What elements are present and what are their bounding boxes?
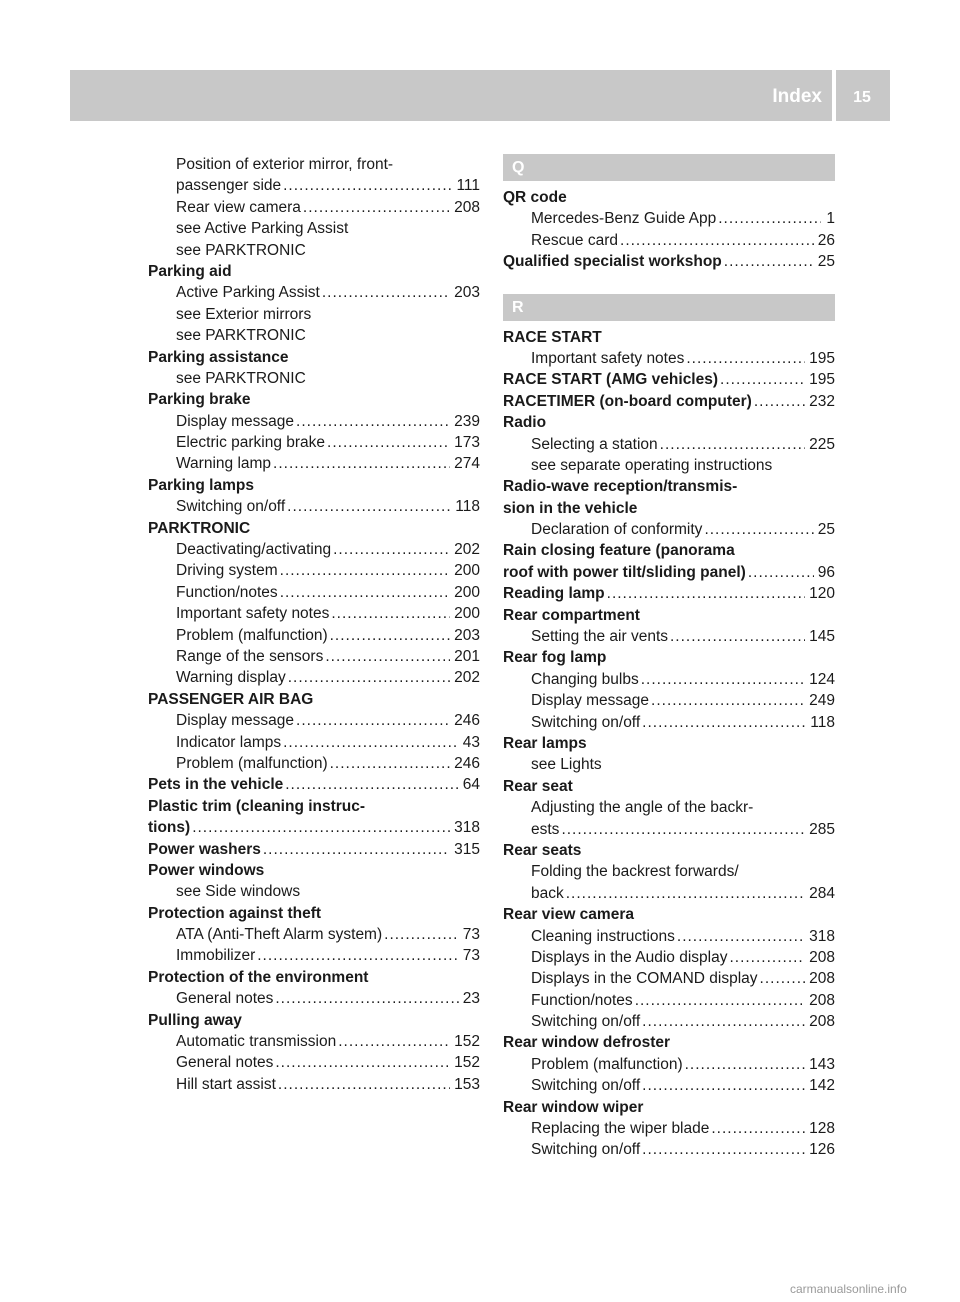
index-entry — [503, 1032, 835, 1053]
dot-leader — [724, 251, 814, 272]
dot-leader — [330, 625, 451, 646]
index-subentry — [148, 753, 480, 774]
index-subentry — [148, 603, 480, 624]
dot-leader — [288, 667, 450, 688]
entry-page: 249 — [809, 692, 835, 710]
index-subentry — [148, 646, 480, 667]
index-entry — [148, 774, 480, 795]
entry-page: 246 — [454, 712, 480, 730]
dot-leader — [280, 560, 450, 581]
index-entry — [503, 583, 835, 604]
entry-text: RACE START — [503, 328, 602, 346]
entry-text: Range of the sensors — [176, 647, 324, 665]
entry-text: Folding the backrest forwards/ — [531, 863, 739, 881]
index-subentry — [503, 348, 835, 369]
dot-leader — [278, 1074, 450, 1095]
entry-page: 232 — [809, 392, 835, 410]
entry-page: 208 — [809, 991, 835, 1009]
entry-text: see Active Parking Assist — [176, 220, 349, 238]
entry-text: Displays in the COMAND display — [531, 970, 758, 988]
entry-text: Rear seat — [503, 777, 573, 795]
index-entry — [503, 476, 835, 497]
dot-leader — [704, 519, 813, 540]
index-subentry — [503, 626, 835, 647]
index-column-left — [148, 154, 480, 1095]
index-subentry — [148, 710, 480, 731]
dot-leader — [642, 1139, 805, 1160]
index-subentry — [503, 947, 835, 968]
index-subentry — [503, 926, 835, 947]
dot-leader — [748, 562, 814, 583]
dot-leader — [561, 819, 805, 840]
dot-leader — [670, 626, 805, 647]
index-entry — [148, 839, 480, 860]
entry-page: 200 — [454, 562, 480, 580]
entry-page: 208 — [454, 198, 480, 216]
entry-page: 208 — [809, 948, 835, 966]
index-subentry — [503, 669, 835, 690]
entry-text: passenger side — [176, 177, 282, 195]
header-divider — [832, 70, 836, 121]
entry-text: see PARKTRONIC — [176, 327, 306, 345]
dot-leader — [273, 453, 450, 474]
dot-leader — [651, 690, 805, 711]
entry-page: 25 — [817, 521, 835, 539]
entry-text: Problem (malfunction) — [531, 1055, 683, 1073]
entry-page: 1 — [826, 210, 835, 228]
entry-page: 285 — [809, 820, 835, 838]
entry-text: Protection of the environment — [148, 968, 369, 986]
entry-page: 202 — [454, 669, 480, 687]
section-title: Index — [772, 86, 822, 107]
entry-page: 239 — [454, 412, 480, 430]
index-subentry — [148, 560, 480, 581]
entry-text: General notes — [176, 1054, 274, 1072]
entry-text: Immobilizer — [176, 947, 256, 965]
entry-text: Cleaning instructions — [531, 927, 675, 945]
entry-text: Displays in the Audio display — [531, 948, 728, 966]
index-subentry — [503, 754, 835, 775]
entry-page: 200 — [454, 605, 480, 623]
index-subentry — [503, 968, 835, 989]
index-entry — [148, 389, 480, 410]
entry-text: Warning lamp — [176, 455, 272, 473]
entry-text: ests — [531, 820, 560, 838]
entry-page: 128 — [809, 1120, 835, 1138]
entry-text: Display message — [531, 692, 650, 710]
entry-text: Parking brake — [148, 391, 251, 409]
entry-text: Deactivating/activating — [176, 541, 332, 559]
index-subentry — [503, 1118, 835, 1139]
index-subentry — [148, 175, 480, 196]
entry-page: 173 — [454, 434, 480, 452]
index-letter-heading: Q — [503, 154, 835, 181]
dot-leader — [283, 732, 459, 753]
entry-page: 96 — [817, 563, 835, 581]
index-entry — [503, 369, 835, 390]
index-subentry — [148, 988, 480, 1009]
watermark: carmanualsonline.info — [790, 1282, 907, 1296]
entry-text: Position of exterior mirror, front- — [176, 156, 394, 173]
index-entry — [503, 904, 835, 925]
entry-text: Rain closing feature (panorama — [503, 542, 735, 560]
dot-leader — [257, 945, 459, 966]
index-subentry — [148, 325, 480, 346]
entry-page: 225 — [809, 435, 835, 453]
index-subentry — [148, 539, 480, 560]
index-entry — [503, 187, 835, 208]
entry-text: Electric parking brake — [176, 434, 326, 452]
dot-leader — [325, 646, 450, 667]
entry-page: 195 — [809, 349, 835, 367]
entry-page: 126 — [809, 1141, 835, 1159]
entry-page: 152 — [454, 1054, 480, 1072]
dot-leader — [720, 369, 805, 390]
spacer — [503, 273, 835, 294]
dot-leader — [322, 282, 450, 303]
entry-text: Important safety notes — [531, 349, 685, 367]
dot-leader — [275, 988, 458, 1009]
index-subentry — [503, 1011, 835, 1032]
index-subentry — [148, 411, 480, 432]
entry-text: Display message — [176, 712, 295, 730]
entry-text: see Lights — [531, 756, 602, 774]
entry-text: see separate operating instructions — [531, 456, 773, 474]
index-subentry — [148, 240, 480, 261]
entry-page: 318 — [454, 819, 480, 837]
entry-page: 25 — [817, 253, 835, 271]
entry-text: roof with power tilt/sliding panel) — [503, 563, 746, 581]
index-subentry — [503, 861, 835, 882]
entry-text: see Side windows — [176, 883, 301, 901]
index-subentry — [148, 881, 480, 902]
index-subentry — [148, 282, 480, 303]
entry-text: Rear window wiper — [503, 1098, 644, 1116]
entry-text: Automatic transmission — [176, 1033, 337, 1051]
index-subentry — [148, 582, 480, 603]
entry-text: Selecting a station — [531, 435, 658, 453]
index-entry — [148, 518, 480, 539]
entry-text: Qualified specialist workshop — [503, 253, 722, 271]
entry-text: tions) — [148, 819, 191, 837]
entry-text: General notes — [176, 990, 274, 1008]
entry-text: Driving system — [176, 562, 278, 580]
entry-text: Switching on/off — [531, 1013, 641, 1031]
entry-page: 195 — [809, 371, 835, 389]
page-number: 15 — [853, 89, 871, 106]
entry-text: Function/notes — [176, 583, 278, 601]
entry-page: 73 — [462, 947, 480, 965]
index-subentry — [148, 667, 480, 688]
entry-text: Rear fog lamp — [503, 649, 607, 667]
entry-page: 143 — [809, 1055, 835, 1073]
dot-leader — [641, 669, 805, 690]
dot-leader — [327, 432, 450, 453]
entry-text: Power washers — [148, 840, 261, 858]
entry-text: Reading lamp — [503, 585, 605, 603]
index-entry — [503, 776, 835, 797]
index-subentry — [148, 1052, 480, 1073]
entry-text: Mercedes-Benz Guide App — [531, 210, 717, 228]
dot-leader — [754, 391, 805, 412]
dot-leader — [718, 208, 821, 229]
entry-page: 73 — [462, 926, 480, 944]
entry-text: Protection against theft — [148, 904, 322, 922]
entry-text: Changing bulbs — [531, 670, 639, 688]
dot-leader — [685, 1054, 806, 1075]
entry-page: 26 — [817, 231, 835, 249]
entry-text: Hill start assist — [176, 1075, 276, 1093]
entry-text: Rear compartment — [503, 606, 640, 624]
entry-page: 142 — [809, 1077, 835, 1095]
index-subentry — [148, 625, 480, 646]
dot-leader — [331, 603, 450, 624]
entry-page: 124 — [809, 670, 835, 688]
entry-text: Pulling away — [148, 1011, 242, 1029]
entry-text: Problem (malfunction) — [176, 754, 328, 772]
dot-leader — [635, 990, 805, 1011]
entry-text: Radio — [503, 414, 547, 432]
dot-leader — [296, 710, 450, 731]
index-subentry — [503, 1139, 835, 1160]
index-subentry — [148, 1031, 480, 1052]
entry-text: PARKTRONIC — [148, 519, 251, 537]
entry-page: 201 — [454, 647, 480, 665]
index-subentry — [503, 230, 835, 251]
index-subentry — [503, 819, 835, 840]
dot-leader — [729, 947, 805, 968]
index-entry — [148, 967, 480, 988]
entry-page: 64 — [462, 776, 480, 794]
entry-text: ATA (Anti-Theft Alarm system) — [176, 926, 383, 944]
index-subentry — [148, 453, 480, 474]
index-subentry — [503, 434, 835, 455]
entry-text: Rear lamps — [503, 734, 587, 752]
index-entry — [503, 733, 835, 754]
index-subentry — [148, 732, 480, 753]
index-entry — [148, 261, 480, 282]
index-subentry — [503, 797, 835, 818]
entry-text: Switching on/off — [531, 1141, 641, 1159]
index-entry — [503, 647, 835, 668]
index-entry — [148, 689, 480, 710]
entry-page: 120 — [809, 585, 835, 603]
entry-text: Rear view camera — [176, 198, 301, 216]
entry-page: 118 — [810, 713, 835, 731]
dot-leader — [711, 1118, 805, 1139]
entry-text: PASSENGER AIR BAG — [148, 690, 314, 708]
index-subentry — [503, 883, 835, 904]
dot-leader — [566, 883, 805, 904]
index-subentry — [148, 924, 480, 945]
index-subentry — [148, 218, 480, 239]
dot-leader — [280, 582, 450, 603]
index-entry — [148, 475, 480, 496]
index-subentry — [148, 154, 480, 175]
entry-text: Adjusting the angle of the backr- — [531, 799, 754, 817]
entry-text: Important safety notes — [176, 605, 330, 623]
entry-page: 208 — [809, 970, 835, 988]
index-column-right — [503, 154, 835, 1161]
entry-text: Rear seats — [503, 841, 582, 859]
entry-text: Pets in the vehicle — [148, 776, 284, 794]
entry-page: 246 — [454, 754, 480, 772]
index-entry — [148, 347, 480, 368]
entry-text: Replacing the wiper blade — [531, 1120, 710, 1138]
dot-leader — [620, 230, 814, 251]
index-entry — [503, 605, 835, 626]
entry-text: see PARKTRONIC — [176, 241, 306, 259]
index-subentry — [503, 208, 835, 229]
entry-text: sion in the vehicle — [503, 499, 638, 517]
index-subentry — [503, 1075, 835, 1096]
index-entry — [503, 562, 835, 583]
dot-leader — [338, 1031, 450, 1052]
index-entry — [503, 1097, 835, 1118]
entry-text: Power windows — [148, 861, 265, 879]
entry-page: 200 — [454, 583, 480, 601]
dot-leader — [384, 924, 459, 945]
entry-text: Rear window defroster — [503, 1034, 671, 1052]
entry-page: 274 — [454, 455, 480, 473]
index-entry — [148, 903, 480, 924]
index-subentry — [148, 1074, 480, 1095]
index-entry — [503, 540, 835, 561]
entry-text: Parking aid — [148, 262, 232, 280]
dot-leader — [607, 583, 805, 604]
entry-text: RACE START (AMG vehicles) — [503, 371, 719, 389]
index-entry — [503, 391, 835, 412]
entry-page: 203 — [454, 284, 480, 302]
index-entry — [503, 840, 835, 861]
dot-leader — [686, 348, 805, 369]
index-entry — [148, 796, 480, 817]
entry-text: RACETIMER (on-board computer) — [503, 392, 752, 410]
entry-text: Warning display — [176, 669, 286, 687]
entry-page: 318 — [809, 927, 835, 945]
index-subentry — [503, 690, 835, 711]
entry-page: 23 — [462, 990, 480, 1008]
dot-leader — [287, 496, 451, 517]
dot-leader — [283, 175, 452, 196]
index-subentry — [503, 712, 835, 733]
entry-page: 152 — [454, 1033, 480, 1051]
entry-text: Declaration of conformity — [531, 521, 703, 539]
dot-leader — [642, 1011, 805, 1032]
index-entry — [148, 860, 480, 881]
index-letter-heading: R — [503, 294, 835, 321]
index-entry — [503, 412, 835, 433]
dot-leader — [660, 434, 805, 455]
index-subentry — [503, 990, 835, 1011]
entry-text: back — [531, 884, 564, 902]
entry-text: Parking lamps — [148, 476, 254, 494]
dot-leader — [333, 539, 450, 560]
entry-page: 43 — [462, 733, 480, 751]
entry-page: 284 — [809, 884, 835, 902]
entry-page: 145 — [809, 628, 835, 646]
entry-page: 153 — [454, 1075, 480, 1093]
index-subentry — [148, 496, 480, 517]
entry-text: Display message — [176, 412, 295, 430]
index-subentry — [503, 519, 835, 540]
index-subentry — [148, 432, 480, 453]
entry-text: Active Parking Assist — [176, 284, 320, 302]
dot-leader — [642, 1075, 805, 1096]
dot-leader — [285, 774, 459, 795]
index-subentry — [148, 945, 480, 966]
index-entry — [148, 817, 480, 838]
dot-leader — [330, 753, 451, 774]
entry-text: Setting the air vents — [531, 628, 668, 646]
entry-text: see Exterior mirrors — [176, 305, 312, 323]
index-subentry — [148, 304, 480, 325]
dot-leader — [192, 817, 450, 838]
entry-page: 315 — [454, 840, 480, 858]
index-entry — [503, 327, 835, 348]
entry-page: 202 — [454, 541, 480, 559]
entry-text: Problem (malfunction) — [176, 626, 328, 644]
index-subentry — [148, 197, 480, 218]
entry-text: Radio-wave reception/transmis- — [503, 478, 738, 496]
index-entry — [503, 251, 835, 272]
index-subentry — [148, 368, 480, 389]
index-entry — [148, 1010, 480, 1031]
entry-text: Switching on/off — [531, 713, 641, 731]
index-subentry — [503, 455, 835, 476]
entry-text: Plastic trim (cleaning instruc- — [148, 797, 366, 815]
entry-text: Switching on/off — [531, 1077, 641, 1095]
dot-leader — [296, 411, 450, 432]
entry-text: Switching on/off — [176, 498, 286, 516]
entry-page: 203 — [454, 626, 480, 644]
dot-leader — [677, 926, 805, 947]
entry-text: Rear view camera — [503, 906, 634, 924]
entry-page: 118 — [455, 498, 480, 516]
dot-leader — [263, 839, 450, 860]
entry-page: 208 — [809, 1013, 835, 1031]
entry-page: 111 — [456, 177, 480, 195]
dot-leader — [303, 197, 450, 218]
dot-leader — [642, 712, 806, 733]
index-entry — [503, 498, 835, 519]
entry-text: Indicator lamps — [176, 733, 282, 751]
dot-leader — [760, 968, 806, 989]
entry-text: see PARKTRONIC — [176, 369, 306, 387]
entry-text: Parking assistance — [148, 348, 289, 366]
dot-leader — [275, 1052, 450, 1073]
entry-text: Function/notes — [531, 991, 633, 1009]
entry-text: Rescue card — [531, 231, 619, 249]
entry-text: QR code — [503, 189, 567, 206]
index-subentry — [503, 1054, 835, 1075]
